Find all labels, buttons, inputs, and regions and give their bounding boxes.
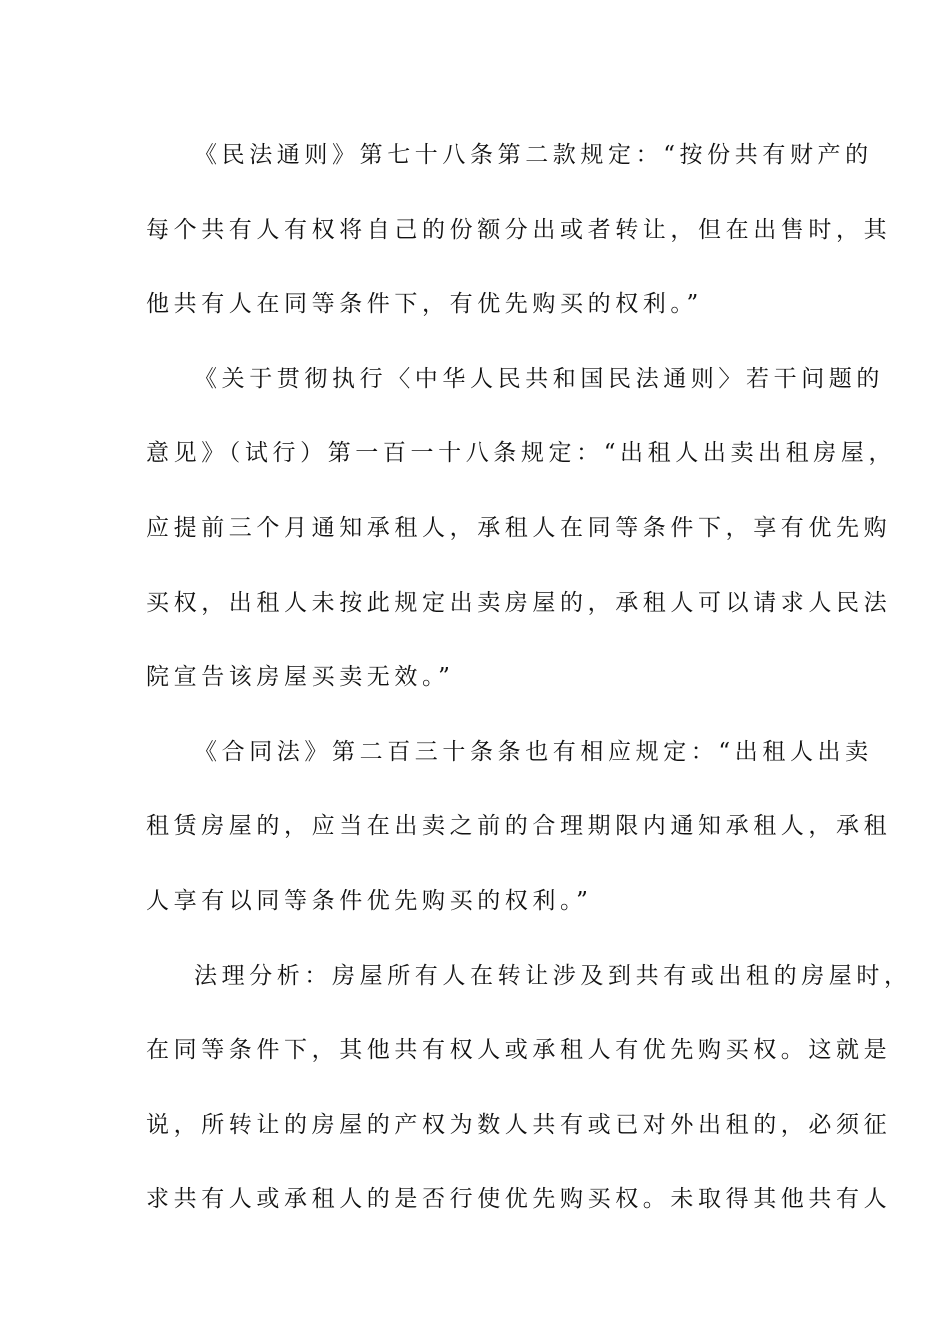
text-line: 应提前三个月通知承租人，承租人在同等条件下，享有优先购 bbox=[146, 514, 892, 541]
text-line: 院宣告该房屋买卖无效。” bbox=[146, 664, 455, 691]
paragraph-contract-law-article-230 bbox=[146, 715, 892, 939]
text-line: 法理分析：房屋所有人在转让涉及到共有或出租的房屋时， bbox=[194, 962, 912, 989]
text-line: 意见》（试行）第一百一十八条规定：“出租人出卖出租房屋， bbox=[146, 440, 897, 467]
text-line: 他共有人在同等条件下，有优先购买的权利。” bbox=[146, 291, 703, 318]
text-line: 说，所转让的房屋的产权为数人共有或已对外出租的，必须征 bbox=[146, 1111, 892, 1138]
document-body bbox=[146, 118, 912, 1237]
paragraph-legal-analysis bbox=[146, 939, 912, 1237]
text-line: 租赁房屋的，应当在出卖之前的合理期限内通知承租人，承租 bbox=[146, 813, 892, 840]
paragraph-civil-law-article-78 bbox=[146, 118, 892, 342]
text-line: 《关于贯彻执行〈中华人民共和国民法通则〉若干问题的 bbox=[194, 365, 884, 392]
text-line: 人享有以同等条件优先购买的权利。” bbox=[146, 887, 593, 914]
text-line: 求共有人或承租人的是否行使优先购买权。未取得其他共有人 bbox=[146, 1186, 892, 1213]
text-line: 《合同法》第二百三十条条也有相应规定：“出租人出卖 bbox=[194, 738, 873, 765]
text-line: 在同等条件下，其他共有权人或承租人有优先购买权。这就是 bbox=[146, 1037, 892, 1064]
paragraph-opinions-article-118 bbox=[146, 342, 897, 715]
text-line: 《民法通则》第七十八条第二款规定：“按份共有财产的 bbox=[194, 142, 873, 168]
text-line: 买权，出租人未按此规定出卖房屋的，承租人可以请求人民法 bbox=[146, 589, 892, 616]
text-line: 每个共有人有权将自己的份额分出或者转让，但在出售时，其 bbox=[146, 216, 892, 243]
